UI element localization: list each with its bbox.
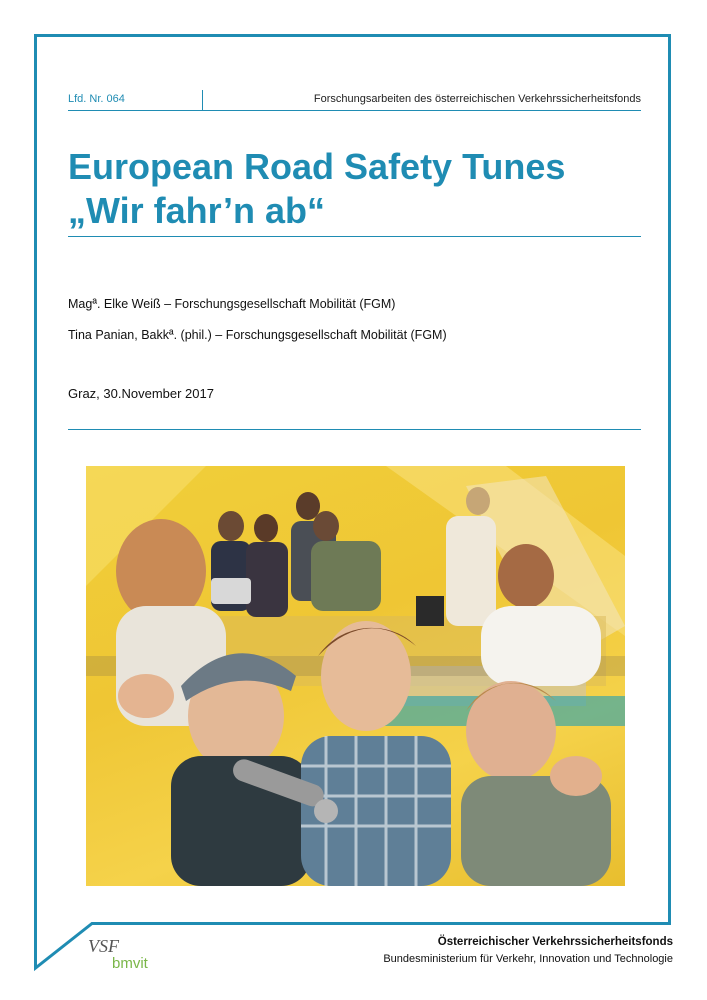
footer-organization: Österreichischer Verkehrssicherheitsfonds [437, 936, 673, 948]
header-divider [68, 110, 641, 111]
report-title-line-2: „Wir fahr’n ab“ [68, 190, 326, 231]
report-title [68, 145, 668, 233]
cover-frame-bottom [92, 922, 671, 925]
title-divider [68, 236, 641, 237]
cover-photo [86, 466, 625, 886]
footer-ministry: Bundesministerium für Verkehr, Innovation und Technologie [383, 953, 673, 965]
report-title-line-1: European Road Safety Tunes [68, 146, 566, 187]
vsf-bmvit-logo [86, 930, 196, 974]
logo-bmvit-text: bmvit [112, 955, 148, 972]
publication-date: Graz, 30.November 2017 [68, 386, 214, 401]
author-2: Tina Panian, Bakkª. (phil.) – Forschungsgesellschaft Mobilität (FGM) [68, 328, 447, 342]
report-number: Lfd. Nr. 064 [68, 93, 125, 105]
cover-photo-illustration [86, 466, 625, 886]
date-divider [68, 429, 641, 430]
series-title: Forschungsarbeiten des österreichischen Verkehrssicherheitsfonds [313, 93, 641, 105]
logo-vsf-text: VSF [88, 936, 119, 956]
author-1: Magª. Elke Weiß – Forschungsgesellschaft Mobilität (FGM) [68, 297, 396, 311]
header-separator [202, 90, 203, 110]
